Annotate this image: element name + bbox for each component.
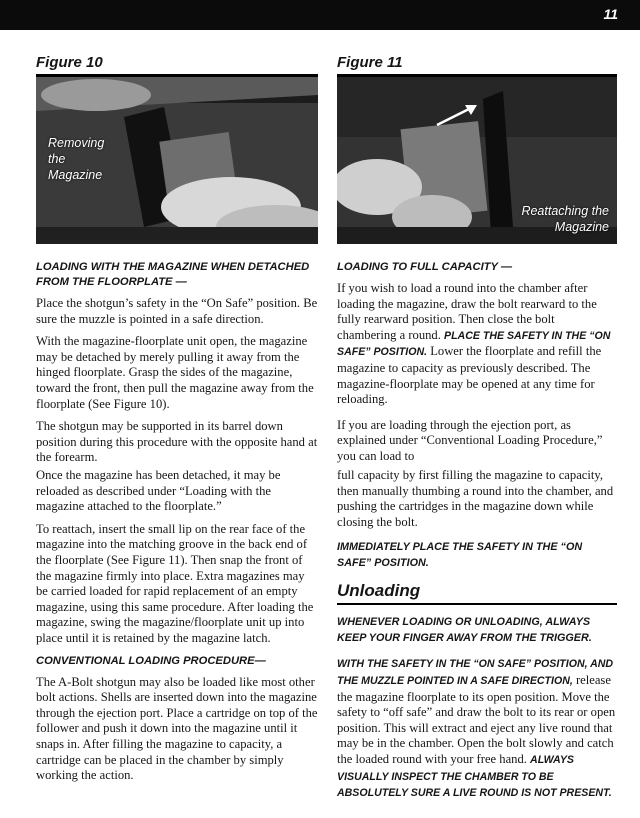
figure-10-label: Figure 10: [36, 54, 103, 71]
figure-10-caption: Removing the Magazine: [48, 136, 105, 182]
paragraph: If you are loading through the ejection port, as explained under “Conventional Loading Procedure,” you can load to: [337, 417, 603, 463]
page-number: 11: [603, 6, 618, 22]
paragraph-full-capacity: If you wish to load a round into the chamber after loading the magazine, draw the bolt rearward to the fully rearward position. Then close the bolt chambering a round. PLACE THE SAFETY IN THE “ON SAFE” POSITION. Lower the floorplate and refill the magazine to capacity as previously described. The magazine-floorplate may be opened at any time for reloading.: [337, 281, 611, 407]
left-column-top: [36, 54, 318, 473]
paragraph-unloading: WITH THE SAFETY IN THE “ON SAFE” POSITION, AND THE MUZZLE POINTED IN A SAFE DIRECTION, release the magazine floorplate to its open position. Move the safety to “off safe” and draw the bolt to its rear or open position. This will extract and eject any live round that may be in the chamber. Open the bolt slowly and catch the loaded round with your free hand. ALWAYS VISUALLY INSPECT THE CHAMBER TO BE ABSOLUTELY SURE A LIVE ROUND IS NOT PRESENT.: [337, 658, 616, 800]
section-heading-full-capacity: LOADING TO FULL CAPACITY —: [337, 261, 513, 273]
paragraph: Place the shotgun’s safety in the “On Safe” position. Be sure the muzzle is pointed in a safe direction.: [36, 296, 318, 326]
paragraph: Once the magazine has been detached, it may be reloaded as described under “Loading with the magazine attached to the floorplate.”: [36, 468, 281, 514]
warning-on-safe: IMMEDIATELY PLACE THE SAFETY IN THE “ON SAFE” POSITION.: [337, 541, 583, 569]
paragraph: With the magazine-floorplate unit open, the magazine may be detached by merely pulling it away from the hinged floorplate. Grasp the sides of the magazine, toward the front, then pull the magazine away from the floorplate (See Figure 10).: [36, 334, 314, 411]
paragraph: The A-Bolt shotgun may also be loaded like most other bolt actions. Shells are inserted down into the magazine through the ejection port. Place a cartridge on top of the follower and push it down into the magazine until it snaps in. After filling the magazine to capacity, a cartridge can be placed in the chamber by simply working the action.: [36, 674, 318, 783]
section-heading-detached: LOADING WITH THE MAGAZINE WHEN DETACHED FROM THE FLOORPLATE —: [36, 261, 310, 288]
section-rule: [337, 603, 617, 605]
paragraph: The shotgun may be supported in its barrel down position during this procedure with the opposite hand at the forearm.: [36, 419, 318, 465]
right-column-bottom: [337, 468, 617, 809]
page-header-bar: [0, 0, 640, 30]
figure-11-label: Figure 11: [337, 54, 403, 71]
figure-10-photo: [36, 77, 318, 244]
paragraph: full capacity by first filling the magazine to capacity, then manually thumbing a round into the chamber, and pushing the cartridges in the magazine down while closing the bolt.: [337, 468, 614, 529]
figure-11-photo: [337, 77, 617, 244]
paragraph: To reattach, insert the small lip on the rear face of the magazine into the matching groove in the back end of the floorplate (See Figure 11). Then snap the front of the magazine firmly into place. Extra magazines may be carried loaded for rapid replacement of an empty magazine, using this same procedure. After loading the magazine, swing the magazine/floorplate unit up into place until it is retained by the magazine latch.: [36, 521, 314, 645]
figure-11-caption: Reattaching the Magazine: [521, 204, 609, 234]
right-column-top: [337, 54, 617, 472]
section-heading-conventional: CONVENTIONAL LOADING PROCEDURE—: [36, 654, 266, 667]
warning-trigger: WHENEVER LOADING OR UNLOADING, ALWAYS KEEP YOUR FINGER AWAY FROM THE TRIGGER.: [337, 616, 592, 644]
left-column-bottom: [36, 468, 318, 791]
section-title-unloading: Unloading: [337, 581, 421, 601]
